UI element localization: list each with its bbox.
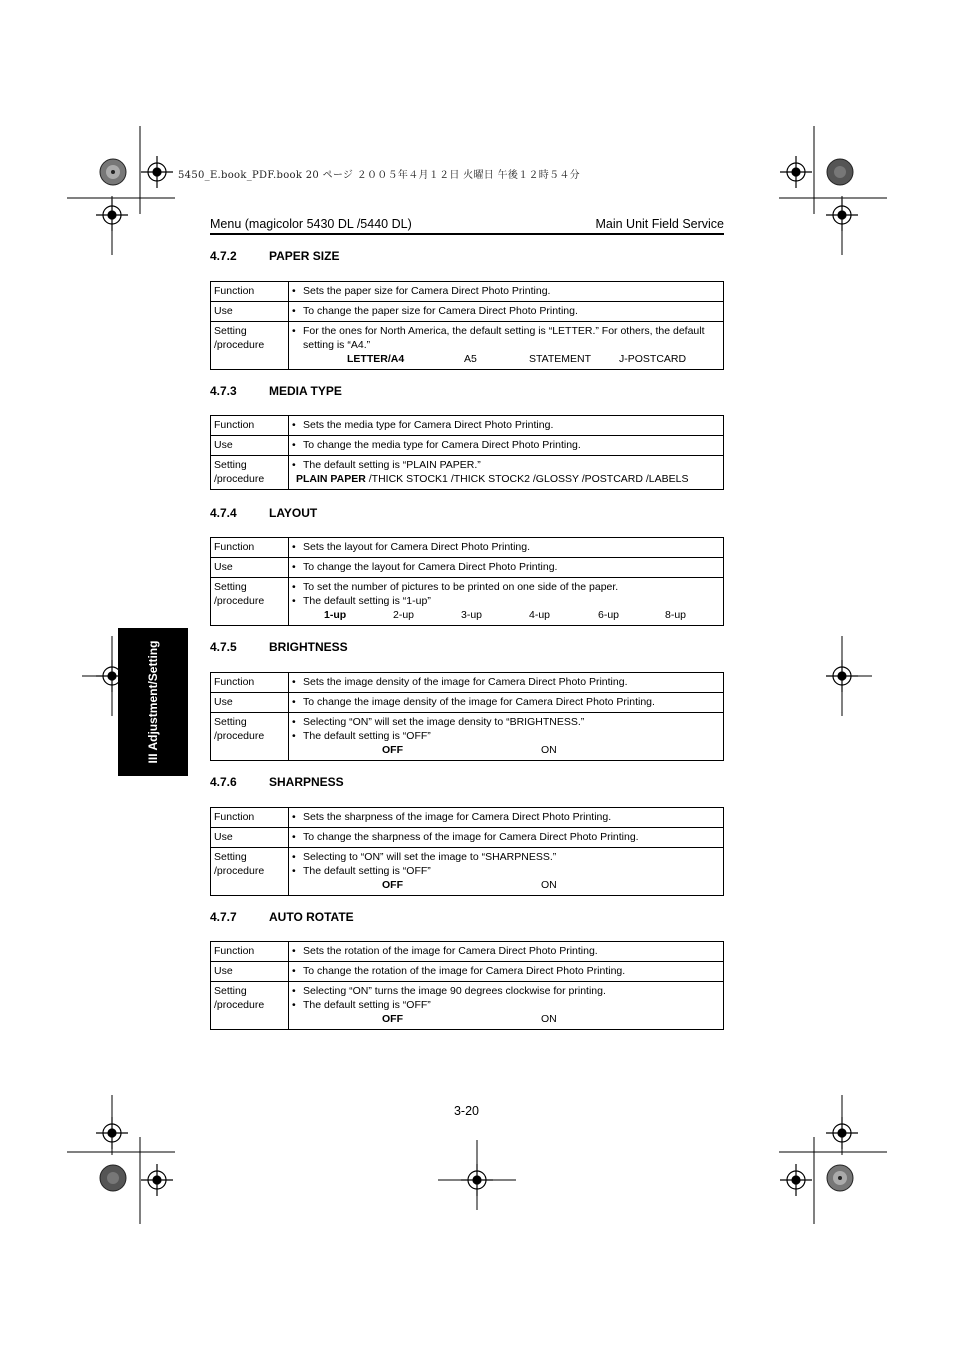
option: ON [541,1013,557,1025]
option: ON [541,879,557,891]
header-right: Main Unit Field Service [595,217,724,231]
table-row [211,828,724,848]
print-slug: 5450_E.book_PDF.book 20 ページ ２００５年４月１２日 火曜日 午後１２時５４分 [178,170,580,181]
option-default: LETTER/A4 [347,353,405,365]
table-row [211,982,724,1030]
table-row [211,673,724,693]
setting-bullet: • The default setting is “OFF” [292,864,720,878]
setting-cell [289,848,724,896]
setting-cell [289,322,724,370]
label-setting [211,848,289,896]
label-function: Function [211,808,289,828]
use-text: • To change the media type for Camera Direct Photo Printing. [292,438,720,452]
function-text: • Sets the paper size for Camera Direct Photo Printing. [292,284,720,298]
section-title: MEDIA TYPE [269,384,342,398]
function-text: • Sets the sharpness of the image for Camera Direct Photo Printing. [292,810,720,824]
label-setting-line1: Setting [214,985,247,997]
section-number: 4.7.7 [210,910,237,924]
section-number: 4.7.4 [210,506,237,520]
option: 6-up [598,609,620,621]
side-tab [118,628,188,776]
table-row [211,322,724,370]
label-setting-line2: /procedure [214,339,265,351]
table-row [211,538,724,558]
table-row [211,693,724,713]
section-title: BRIGHTNESS [269,640,348,654]
label-function: Function [211,282,289,302]
label-setting [211,578,289,626]
label-setting [211,713,289,761]
label-setting [211,982,289,1030]
label-setting [211,322,289,370]
use-cell [289,962,724,982]
spec-table-media-type [210,415,724,490]
section-number: 4.7.3 [210,384,237,398]
option-default: OFF [382,1013,403,1025]
section-heading-sharpness [210,775,344,789]
header-left: Menu (magicolor 5430 DL /5440 DL) [210,217,412,231]
option-default: 1-up [324,609,347,621]
setting-cell [289,982,724,1030]
section-heading-media-type [210,384,342,398]
label-use: Use [211,558,289,578]
table-row [211,578,724,626]
table-row [211,962,724,982]
options-row [292,352,720,366]
options-row [292,743,720,757]
use-cell [289,436,724,456]
table-row [211,282,724,302]
label-setting-line2: /procedure [214,865,265,877]
option-default: OFF [382,879,403,891]
option: 4-up [529,609,551,621]
setting-bullet: • The default setting is “1-up” [292,594,720,608]
section-heading-layout [210,506,317,520]
table-row [211,942,724,962]
side-tab-label: III Adjustment/Setting [146,640,160,764]
section-title: LAYOUT [269,506,318,520]
function-cell [289,808,724,828]
section-heading-auto-rotate [210,910,354,924]
label-use: Use [211,436,289,456]
spec-table-paper-size [210,281,724,370]
option-default: OFF [382,744,403,756]
option-default: PLAIN PAPER [296,473,366,485]
section-heading-brightness [210,640,348,654]
option-list: /THICK STOCK1 /THICK STOCK2 /GLOSSY /POSTCARD /LABELS [365,473,689,485]
use-text: • To change the paper size for Camera Direct Photo Printing. [292,304,720,318]
option: 3-up [461,609,483,621]
use-text: • To change the rotation of the image for Camera Direct Photo Printing. [292,964,720,978]
function-cell [289,282,724,302]
option: 2-up [393,609,415,621]
label-setting-line1: Setting [214,581,247,593]
label-function: Function [211,673,289,693]
option: J-POSTCARD [619,353,687,365]
label-setting-line1: Setting [214,459,247,471]
section-number: 4.7.2 [210,249,237,263]
table-row [211,456,724,490]
table-row [211,848,724,896]
setting-bullet: • The default setting is “PLAIN PAPER.” [292,458,720,472]
function-cell [289,538,724,558]
label-setting-line2: /procedure [214,999,265,1011]
function-cell [289,673,724,693]
label-function: Function [211,416,289,436]
setting-cell [289,713,724,761]
setting-bullet: • To set the number of pictures to be printed on one side of the paper. [292,580,720,594]
setting-bullet: • Selecting “ON” will set the image density to “BRIGHTNESS.” [292,715,720,729]
header-rule [210,233,724,235]
spec-table-auto-rotate [210,941,724,1030]
label-function: Function [211,942,289,962]
function-cell [289,942,724,962]
setting-bullet: • The default setting is “OFF” [292,998,720,1012]
table-row [211,302,724,322]
table-row [211,436,724,456]
setting-bullet: • Selecting “ON” turns the image 90 degrees clockwise for printing. [292,984,720,998]
setting-cell [289,578,724,626]
function-text: • Sets the media type for Camera Direct Photo Printing. [292,418,720,432]
option: A5 [464,353,477,365]
setting-bullet: • Selecting to “ON” will set the image to “SHARPNESS.” [292,850,720,864]
section-title: AUTO ROTATE [269,910,354,924]
table-row [211,808,724,828]
section-heading-paper-size [210,249,339,263]
label-setting-line1: Setting [214,851,247,863]
label-setting-line2: /procedure [214,473,265,485]
label-function: Function [211,538,289,558]
label-setting-line2: /procedure [214,730,265,742]
use-cell [289,302,724,322]
label-setting-line1: Setting [214,716,247,728]
use-cell [289,828,724,848]
option: ON [541,744,557,756]
use-text: • To change the layout for Camera Direct Photo Printing. [292,560,720,574]
function-text: • Sets the layout for Camera Direct Photo Printing. [292,540,720,554]
use-cell [289,558,724,578]
use-text: • To change the sharpness of the image for Camera Direct Photo Printing. [292,830,720,844]
page-number: 3-20 [453,1104,480,1118]
section-number: 4.7.6 [210,775,237,789]
spec-table-sharpness [210,807,724,896]
use-cell [289,693,724,713]
setting-bullet: • The default setting is “OFF” [292,729,720,743]
section-number: 4.7.5 [210,640,237,654]
label-setting-line1: Setting [214,325,247,337]
options-row [292,878,720,892]
option: STATEMENT [529,353,592,365]
table-row [211,558,724,578]
options-row [292,608,720,622]
spec-table-brightness [210,672,724,761]
table-row [211,416,724,436]
label-setting [211,456,289,490]
label-use: Use [211,693,289,713]
use-text: • To change the image density of the image for Camera Direct Photo Printing. [292,695,720,709]
options-row [292,472,720,486]
setting-cell [289,456,724,490]
label-use: Use [211,828,289,848]
function-text: • Sets the image density of the image for Camera Direct Photo Printing. [292,675,720,689]
function-text: • Sets the rotation of the image for Camera Direct Photo Printing. [292,944,720,958]
options-row [292,1012,720,1026]
option: 8-up [665,609,687,621]
spec-table-layout [210,537,724,626]
table-row [211,713,724,761]
label-use: Use [211,302,289,322]
label-setting-line2: /procedure [214,595,265,607]
label-use: Use [211,962,289,982]
function-cell [289,416,724,436]
section-title: PAPER SIZE [269,249,340,263]
section-title: SHARPNESS [269,775,344,789]
setting-bullet: • For the ones for North America, the default setting is “LETTER.” For others, the default setting is “A4.” [292,324,720,352]
